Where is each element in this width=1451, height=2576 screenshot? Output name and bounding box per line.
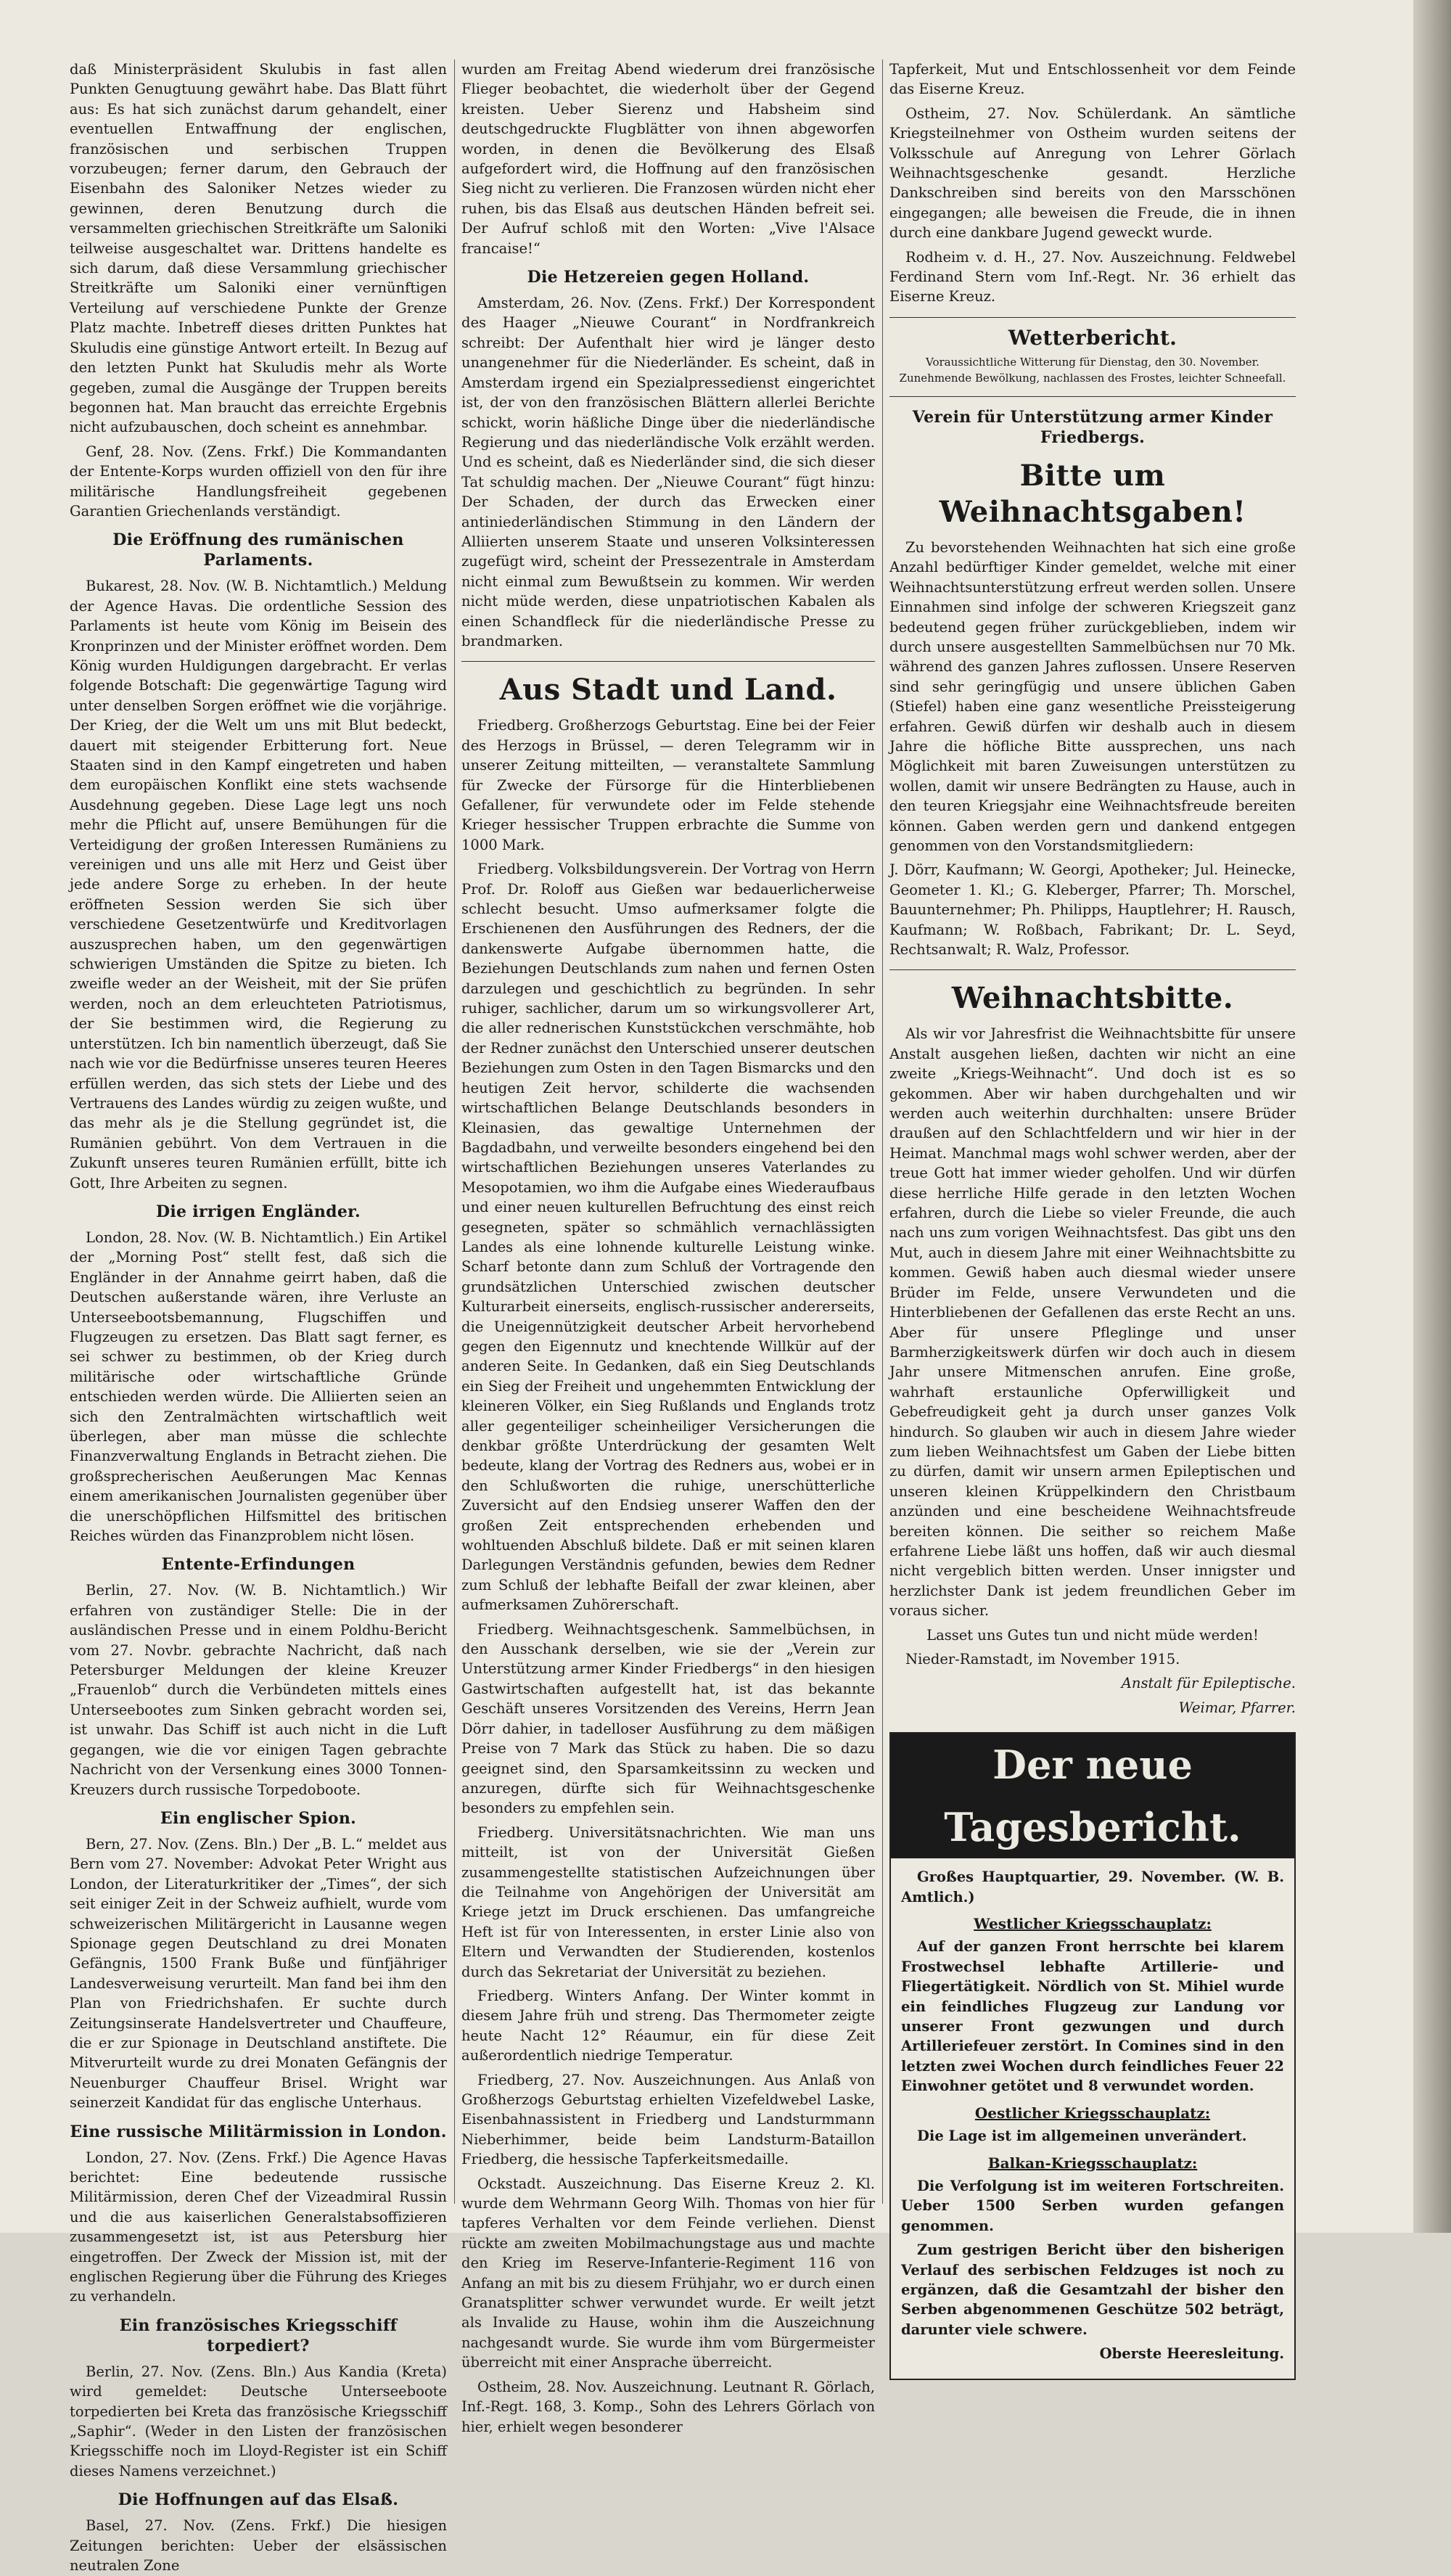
front-balkan-heading: Balkan-Kriegsschauplatz: (987, 2154, 1198, 2172)
article-mission: London, 27. Nov. (Zens. Frkf.) Die Agence Havas berichtet: Eine bedeutende russische Militärmission, deren Chef der Vizeadmiral Russin und die aus kaiserlichen Generalstabsoffizieren zusammengesetzt ist, ist aus Petersburg hier eingetroffen. Der Zweck der Mission ist, mit der englischen Regierung über die Führung des Krieges zu verhandeln. (70, 2149, 447, 2305)
article-auszeichnung: Friedberg, 27. Nov. Auszeichnungen. Aus Anlaß von Großherzogs Geburtstag erhielten Vizefeldwebel Laske, Eisenbahnassistent in Friedberg und Landsturmmann Nieberhimmer, beide beim Landsturm-Bataillon Friedberg, die hessische Tapferkeitsmedaille. (461, 2071, 875, 2168)
article-englaender: London, 28. Nov. (W. B. Nichtamtlich.) Ein Artikel der „Morning Post“ stellt fest, daß sich die Engländer in der Annahme geirrt haben, daß die Deutschen außerstande wären, ihre Verluste an Unterseebootsbemannung, Flugschiffen und Flugzeugen zu ersetzen. Das Blatt sagt ferner, es sei schwer zu bestimmen, ob der Krieg durch militärische oder wirtschaftliche Gründe entschieden werden würde. Die Alliierten seien an sich den Zentralmächten wirtschaftlich weit überlegen, aber man müsse die schlechte Finanzverwaltung Englands in Betracht ziehen. Die großsprecherischen Aeußerungen Mac Kennas einem amerikanischen Journalisten gegenüber über die unerschöpflichen Hilfsmittel des britischen Reiches würden das Finanzproblem nicht lösen. (70, 1228, 447, 1545)
article-rumaen: Bukarest, 28. Nov. (W. B. Nichtamtlich.) Meldung der Agence Havas. Die ordentliche Session des Parlaments ist heute vom König im Beisein des Kronprinzen und der Minister eröffnet worden. Dem König wurden Huldigungen dargebracht. Er verlas folgende Botschaft: Die gegenwärtige Tagung wird unter denselben Sorgen eröffnet wie die vorjährige. Der Krieg, der die Welt um uns mit Blut bedeckt, dauert mit steigender Erbitterung fort. Neue Staaten sind in den Kampf eingetreten und haben dem europäischen Konflikt eine stets wachsende Ausdehnung gegeben. Diese Lage legt uns noch mehr die Pflicht auf, unsere Bemühungen für die Verteidigung der großen Interessen Rumäniens zu vereinigen und uns alle mit Herz und Geist über jede andere Sorge zu erheben. In der heute eröffneten Session werden Sie sich über verschiedene Gesetzentwürfe und Kreditvorlagen auszusprechen haben, um den gegenwärtigen schwierigen Umständen die Spitze zu bieten. Ich zweifle weder an der Weisheit, mit der Sie prüfen werden, noch an dem erleuchteten Patriotismus, der Sie bestimmen wird, die Regierung zu unterstützen. Ich bin namentlich überzeugt, daß Sie nach wie vor die Bedürfnisse unseres teuren Heeres erfüllen werden, das sich stets der Liebe und des Vertrauens des Landes würdig zu zeigen wußte, und das mehr als je die Stellung gegründet ist, die Rumänien gebührt. Von dem Vertrauen in die Zukunft unseres teuren Rumänien erfüllt, bitte ich Gott, Ihre Arbeiten zu segnen. (70, 578, 447, 1191)
signatory: Weimar, Pfarrer. (1178, 1699, 1296, 1716)
place-date: Nieder-Ramstadt, im November 1915. (905, 1651, 1180, 1668)
institution-name: Anstalt für Epileptische. (1121, 1675, 1296, 1692)
front-east-heading: Oestlicher Kriegsschauplatz: (974, 2104, 1211, 2122)
article-ostheim-cont: Tapferkeit, Mut und Entschlossenheit vor dem Feinde das Eiserne Kreuz. (889, 61, 1296, 98)
section-title-stadt-land: Aus Stadt und Land. (499, 673, 837, 707)
front-east-text: Die Lage ist im allgemeinen unverändert. (917, 2128, 1247, 2145)
article-bitte: Zu bevorstehenden Weihnachten hat sich eine große Anzahl bedürftiger Kinder gemeldet, welche mit einer Weihnachtsunterstützung erfreut werden sollen. Unsere Einnahmen sind infolge der schweren Kriegszeit ganz bedeutend gegen früher zurückgeblieben, indem wir durch unsere ausgestellten Sammelbüchsen nur 70 Mk. während des ganzen Jahres zuflossen. Unsere Reserven sind sehr geringfügig und unsere üblichen Gaben (Stiefel) haben eine ganz wesentliche Preissteigerung erfahren. Gewiß dürfen wir deshalb auch in diesem Jahre die höfliche Bitte aussprechen, uns nach Möglichkeit mit baren Zuweisungen unterstützen zu wollen, damit wir unsere Bedrängten zu Hause, auch in den teuren Kriegsjahr eine Weihnachtsfreude bereiten können. Gaben werden gern und dankend entgegen genommen von den Vorstandsmitgliedern: (889, 538, 1296, 854)
article-geburtstag: Friedberg. Großherzogs Geburtstag. Eine bei der Feier des Herzogs in Brüssel, — deren Telegramm wir in unserer Zeitung mitteilten, — veranstaltete Sammlung für Zwecke der Fürsorge für die Hinterbliebenen Gefallener, für verwundete oder im Felde stehende Krieger hessischer Truppen erbrachte die Summe von 1000 Mark. (461, 717, 875, 853)
section-divider (889, 396, 1296, 397)
headline-spion: Ein englischer Spion. (160, 1808, 357, 1828)
article-schuelerdank: Ostheim, 27. Nov. Schülerdank. An sämtliche Kriegsteilnehmer von Ostheim wurden seitens der Volksschule auf Anregung von Lehrer Görlach Weihnachtsgeschenke gesandt. Herzliche Dankschreiben sind bereits von den Marsschönen eingegangen; alle beweisen die Freude, die in ihnen durch eine dankbare Jugend geweckt wurde. (889, 104, 1296, 242)
article-genf: Genf, 28. Nov. (Zens. Frkf.) Die Kommandanten der Entente-Korps wurden offiziell von den für ihre militärische Handlungsfreiheit gegebenen Garantien Griechenlands verständigt. (70, 443, 447, 520)
article-entente: Berlin, 27. Nov. (W. B. Nichtamtlich.) Wir erfahren von zuständiger Stelle: Die in der ausländischen Presse und in einem Poldhu-Bericht vom 27. Novbr. gebrachte Nachricht, daß nach Petersburger Meldungen der kleine Kreuzer „Frauenlob“ durch die Verbündeten mittels eines Unterseebootes zum Sinken gebracht worden sei, ist unwahr. Das Schiff ist auch nicht in die Luft gegangen, wie die vor einigen Tagen gebrachte Nachricht von der Versenkung eines 3000 Tonnen-Kreuzers durch russische Torpedoboote. (70, 1582, 447, 1798)
article-ostheim: Ostheim, 28. Nov. Auszeichnung. Leutnant R. Görlach, Inf.-Regt. 168, 3. Komp., Sohn des Lehrers Görlach von hier, erhielt wegen besonderer (461, 2378, 875, 2435)
headline-weihnachtsbitte: Weihnachtsbitte. (951, 981, 1234, 1016)
article-kriegsschiff: Berlin, 27. Nov. (Zens. Bln.) Aus Kandia (Kreta) wird gemeldet: Deutsche Unterseeboote torpedierten bei Kreta das französische Kriegsschiff „Saphir“. (Weder in den Listen der französischen Kriegsschiffe noch im Lloyd-Register ist ein Schiff dieses Namens verzeichnet.) (70, 2363, 447, 2479)
article-ockstadt: Ockstadt. Auszeichnung. Das Eiserne Kreuz 2. Kl. wurde dem Wehrmann Georg Wilh. Thomas von hier für tapferes Verhalten vor dem Feinde verliehen. Dienst rückte am zweiten Mobilmachungstage aus und machte den Krieg im Reserve-Infanterie-Regiment 116 von Anfang an mit bis zu diesem Frühjahr, wo er durch einen Granatsplitter schwer verwundet wurde. Er weilt jetzt als Invalide zu Hause, wohin ihm die Auszeichnung nachgesandt wurde. Sie wurde ihm vom Bürgermeister überreicht mit einer Ansprache überreicht. (461, 2175, 875, 2371)
closing-line: Lasset uns Gutes tun und nicht müde werden! (926, 1626, 1259, 1644)
article-rodheim: Rodheim v. d. H., 27. Nov. Auszeichnung. Feldwebel Ferdinand Stern vom Inf.-Regt. Nr. 36 erhielt das Eiserne Kreuz. (889, 248, 1296, 305)
headline-verein: Verein für Unterstützung armer Kinder Friedbergs. (912, 407, 1273, 447)
front-west-text: Auf der ganzen Front herrschte bei klarem Frostwechsel lebhafte Artillerie- und Fliegertätigkeit. Nördlich von St. Mihiel wurde ein feindliches Flugzeug zur Landung vor unserer Front gezwungen und durch Artilleriefeuer zerstört. In Comines sind in den letzten zwei Wochen durch feindliches Feuer 22 Einwohner getötet und 8 verwundet worden. (901, 1938, 1284, 2095)
column-1 (70, 60, 447, 2575)
article-winter: Friedberg. Winters Anfang. Der Winter kommt in diesem Jahre früh und streng. Das Thermometer zeigte heute Nacht 12° Réaumur, ein für diese Zeit außerordentlich niedrige Temperatur. (461, 1987, 875, 2064)
article-volksbildung: Friedberg. Volksbildungsverein. Der Vortrag von Herrn Prof. Dr. Roloff aus Gießen war bedauerlicherweise schlecht besucht. Umso aufmerksamer folgte die Erschienenen den Ausführungen des Redners, der die dankenswerte Aufgabe übernommen hatte, die Beziehungen Deutschlands zum nahen und fernen Osten darzulegen und geschichtlich zu begründen. In sehr ruhiger, sachlicher, darum um so wirkungsvollerer Art, die aller rednerischen Kunststückchen verschmähte, hob der Redner zunächst den Unterschied unserer deutschen Beziehungen zum Osten in den Tagen Bismarcks und den heutigen Zeit hervor, schilderte die wachsenden wirtschaftlichen Belange Deutschlands besonders in Kleinasien, das gewaltige Unternehmen der Bagdadbahn, und verweilte besonders eingehend bei den wirtschaftlichen Beziehungen unseres Vaterlandes zu Mesopotamien, wo ihm die Aufgabe eines Wiederaufbaus und einer neuen kulturellen Befruchtung des einst reich gesegneten, später so schmählich vernachlässigten Landes als eine lohnende kulturelle Leistung winke. Scharf betonte dann zum Schluß der Vortragende den grundsätzlichen Unterschied zwischen deutscher Kulturarbeit einerseits, englisch-russischer andererseits, die Uneigennützigkeit deutscher Arbeit hervorhebend gegen den Eigennutz und knechtende Willkür auf der anderen Seite. In Gedanken, daß ein Sieg Deutschlands ein Sieg der Freiheit und ungehemmten Entwicklung der kleineren Völker, ein Sieg Rußlands und Englands trotz aller gegenteiliger scheinheiliger Versicherungen die denkbar größte Unterdrückung der gesamten Welt bedeute, klang der Vortrag des Redners aus, wobei er in den Schlußworten die ruhige, unerschütterliche Zuversicht auf den Endsieg unserer Waffen den der großen Zeit entsprechenden erhebenden und wohltuenden Abschluß bildete. Daß er mit seinen klaren Darlegungen Verständnis gefunden, bewies dem Redner zum Schluß der lebhafte Beifall der zwar kleinen, aber aufmerksamen Zuhörerschaft. (461, 861, 875, 1614)
column-rule (454, 60, 455, 2204)
section-divider (889, 317, 1296, 318)
article-elsass-cont: wurden am Freitag Abend wiederum drei französische Flieger beobachtet, die wiederholt über der Gegend kreisten. Ueber Sierenz und Habsheim sind deutschgedruckte Flugblätter von ihnen abgeworfen worden, in denen die Bevölkerung des Elsaß aufgefordert wird, die Hoffnung auf den französischen Sieg nicht zu verlieren. Die Franzosen würden nicht eher ruhen, bis das Elsaß aus deutschen Händen befreit sei. Der Aufruf schloß mit den Worten: „Vive l'Alsace francaise!“ (461, 61, 875, 257)
headline-holland: Die Hetzereien gegen Holland. (527, 268, 810, 287)
report-signature: Oberste Heeresleitung. (1099, 2345, 1284, 2363)
headline-englaender: Die irrigen Engländer. (156, 1202, 361, 1221)
daily-report-title: Der neue Tagesbericht. (891, 1734, 1294, 1858)
article-elsass: Basel, 27. Nov. (Zens. Frkf.) Die hiesigen Zeitungen berichten: Ueber der elsässischen neutralen Zone (70, 2517, 447, 2575)
front-west-heading: Westlicher Kriegsschauplatz: (974, 1915, 1212, 1933)
column-rule (882, 60, 883, 2204)
article-spion: Bern, 27. Nov. (Zens. Bln.) Der „B. L.“ meldet aus Bern vom 27. November: Advokat Peter Wright aus London, der Literaturkritiker der „Times“, der sich seit einiger Zeit in der Schweiz aufhielt, wurde vom schweizerischen Militärgericht in Lausanne wegen Spionage gegen Deutschland zu drei Monaten Gefängnis, 1500 Frank Buße und fünfjähriger Landesverweisung verurteilt. Man fand bei ihm den Plan von Friedrichshafen. Er suchte durch Zeitungsinserate Handelsvertreter und Chauffeure, die er zur Spionage in Deutschland anstiftete. Die Mitverurteilt wurde zu drei Monaten Gefängnis der Neuenburger Chauffeur Brisel. Wright war seinerzeit Kandidat für das englische Unterhaus. (70, 1835, 447, 2112)
front-balkan-text: Die Verfolgung ist im weiteren Fortschreiten. Ueber 1500 Serben wurden gefangen genommen. (901, 2177, 1284, 2234)
headline-kriegsschiff: Ein französisches Kriegsschiff torpediert? (119, 2315, 398, 2355)
daily-report-box (889, 1732, 1296, 2379)
binding-edge (1413, 0, 1451, 2233)
section-divider (461, 661, 875, 662)
article-weihnachtsgeschenk: Friedberg. Weihnachtsgeschenk. Sammelbüchsen, in den Ausschank derselben, wie sie der „Verein zur Unterstützung armer Kinder Friedbergs“ in den hiesigen Gastwirtschaften aufgestellt hat, ist das bekannte Geschäft unseres Vorsitzenden des Vereins, Herrn Jean Dörr dahier, in tadelloser Ausführung zu dem mäßigen Preise von 7 Mark das Stück zu haben. Die so dazu geeignet sind, den Sparsamkeitssinn zu wecken und anzuregen, dürfte sich für Weihnachtsgeschenke besonders zu empfehlen sein. (461, 1620, 875, 1817)
article-holland: Amsterdam, 26. Nov. (Zens. Frkf.) Der Korrespondent des Haager „Nieuwe Courant“ in Nordfrankreich schreibt: Der Aufenthalt hier wird je länger desto unangenehmer für die Niederländer. Es scheint, daß in Amsterdam irgend ein Spezialpressedienst eingerichtet ist, der von den französischen Blättern allerlei Berichte schickt, worin häßliche Dinge über die niederländische Regierung und das niederländische Volk erzählt werden. Und es scheint, daß es Niederländer sind, die sich dieser Tat schuldig machen. Der „Nieuwe Courant“ fügt hinzu: Der Schaden, der durch das Erwecken einer antiniederländischen Stimmung in den Ländern der Alliierten unserem Staate und unseren Volksinteressen zugefügt wird, scheint der Pressezentrale in Amsterdam nicht einmal zum Bewußtsein zu kommen. Wir werden nicht müde werden, diese unpatriotischen Kabalen als einen Schandfleck für die niederländische Presse zu brandmarken. (461, 295, 875, 649)
headline-wetter: Wetterbericht. (1008, 325, 1177, 350)
article-universitaet: Friedberg. Universitätsnachrichten. Wie man uns mitteilt, ist von der Universität Gießen zusammengestellte statistischen Aufzeichnungen über die Teilnahme von Angehörigen der Universität am Kriege jetzt im Druck erschienen. Das umfangreiche Heft ist für von Interessenten, in erster Linie also von Eltern und Verwandten der Studierenden, kostenlos durch das Sekretariat der Universität zu beziehen. (461, 1824, 875, 1980)
weather-forecast: Voraussichtliche Witterung für Dienstag, den 30. November. Zunehmende Bewölkung, nachlassen des Frostes, leichter Schneefall. (899, 355, 1286, 385)
headline-bitte: Bitte um Weihnachtsgaben! (939, 458, 1246, 529)
article-greece: daß Ministerpräsident Skulubis in fast allen Punkten Genugtuung gewährt habe. Das Blatt führt aus: Es hat sich zunächst darum gehandelt, einer eventuellen Entwaffnung der englischen, französischen und serbischen Truppen vorzubeugen; ferner darum, den Gebrauch der Eisenbahn des Saloniker Netzes wieder zu gewinnen, deren Benutzung durch die versammelten griechischen Streitkräfte um Saloniki teilweise ausgeschaltet war. Drittens handelte es sich darum, daß diese Versammlung griechischer Streitkräfte um Saloniki einer vernünftigen Verteilung auf verschiedene Punkte der Grenze Platz machte. Inbetreff dieses dritten Punktes hat Skuludis eine günstige Antwort erteilt. In Bezug auf den letzten Punkt hat Skuludis mehr als Worte gegeben, zumal die Ausgänge der Truppen bereits begonnen hat. Man braucht das erreichte Ergebnis nicht aufzubauschen, doch scheint es annehmbar. (70, 61, 447, 436)
report-supplement: Zum gestrigen Bericht über den bisherigen Verlauf des serbischen Feldzuges ist noch zu ergänzen, daß die Gesamtzahl der bisher den Serben abgenommenen Geschütze 502 beträgt, darunter viele schwere. (901, 2241, 1284, 2338)
article-weihnachtsbitte: Als wir vor Jahresfrist die Weihnachtsbitte für unsere Anstalt ausgehen ließen, dachten wir nicht an eine zweite „Kriegs-Weihnacht“. Und doch ist es so gekommen. Aber wir haben durchgehalten und wir werden auch weiterhin durchhalten: unsere Brüder draußen auf den Schlachtfeldern und wir hier in der Heimat. Manchmal mags wohl schwer werden, aber der treue Gott hat immer wieder geholfen. Und wir dürfen diese herrliche Hilfe gerade in den letzten Wochen erfahren, durch die Liebe so vieler Freunde, die auch nach uns zum vorigen Weihnachtsfest. Das gibt uns den Mut, auch in diesem Jahre mit einer Weihnachtsbitte zu kommen. Gewiß haben auch diesmal wieder unsere Brüder im Felde, unsere Verwundeten und die Hinterbliebenen der Gefallenen das erste Recht an uns. Aber für unsere Pfleglinge und unser Barmherzigkeitswerk dürfen wir doch auch in diesem Jahr unsere Mitmenschen anrufen. Eine große, wahrhaft erstaunliche Opferwilligkeit und Gebefreudigkeit geht ja durch unser ganzes Volk hindurch. So glauben wir auch in diesem Jahre wieder zum lieben Weihnachtsfest um Gaben der Liebe bitten zu dürfen, damit wir unsern armen Epileptischen und unseren kleinen Krüppelkindern den Christbaum anzünden und eine bescheidene Weihnachtsfreude bereiten können. Die seither so reichem Maße erfahrene Liebe läßt uns hoffen, daß wir auch diesmal nicht vergeblich bitten werden. Unser innigster und herzlichster Dank ist jedem freundlichen Geber im voraus sicher. (889, 1025, 1296, 1620)
headline-elsass: Die Hoffnungen auf das Elsaß. (118, 2490, 399, 2510)
board-members: J. Dörr, Kaufmann; W. Georgi, Apotheker; Jul. Heinecke, Geometer 1. Kl.; G. Kleberger, Pfarrer; Th. Morschel, Bauunternehmer; Ph. Philipps, Hauptlehrer; H. Rausch, Kaufmann; W. Roßbach, Fabrikant; Dr. L. Seyd, Rechtsanwalt; R. Walz, Professor. (889, 861, 1296, 958)
headline-rumaen: Die Eröffnung des rumänischen Parlaments. (112, 530, 404, 570)
column-3 (889, 60, 1296, 2363)
column-2 (461, 60, 875, 2435)
section-divider (889, 969, 1296, 970)
headline-mission: Eine russische Militärmission in London. (70, 2122, 447, 2141)
daily-report-hq: Großes Hauptquartier, 29. November. (W. B. Amtlich.) (901, 1869, 1284, 1906)
headline-entente: Entente-Erfindungen (161, 1555, 355, 1575)
